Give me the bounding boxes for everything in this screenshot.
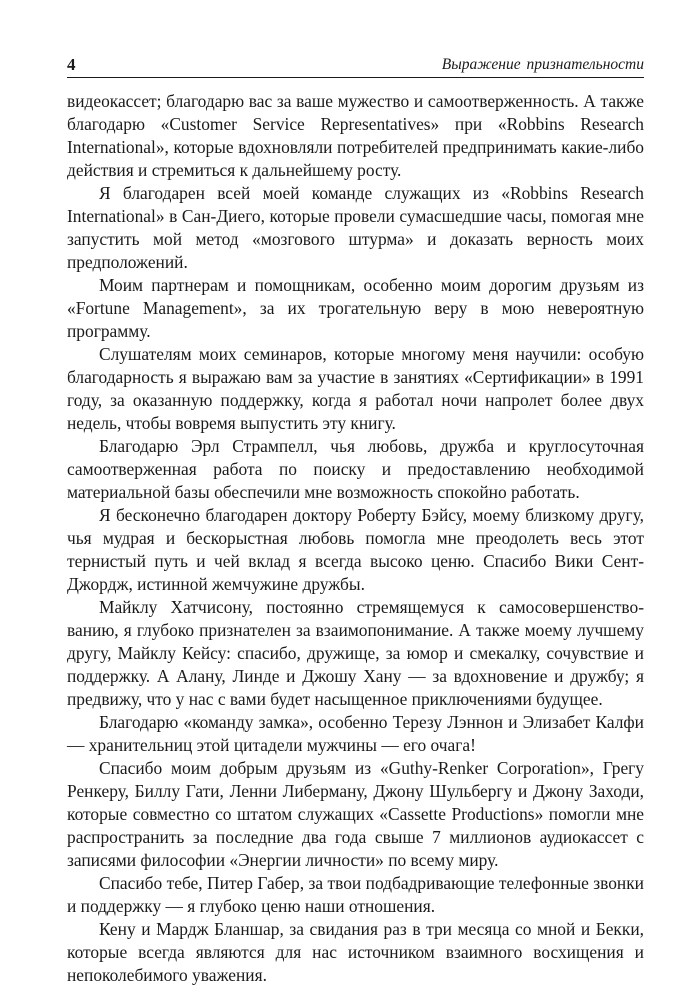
paragraph: Я благодарен всей моей команде служащих из «Robbins Research International» в Сан-Диего, которые провели сумасшедшие часы, помогая мне запустить мой метод «мозгового штурма» и доказать верность моих предположений.	[67, 183, 644, 272]
paragraph: Кену и Мардж Бланшар, за свидания раз в три месяца со мной и Бекки, которые всегда являются для нас источником взаимного восхищения и непоколебимого уважения.	[67, 919, 644, 985]
paragraph: видеокассет; благодарю вас за ваше мужество и самоотверженность. А также благодарю «Customer Service Representatives» при «Robbins Research International», которые вдохновляли потребителей предпринимать какие-либо действия и стремиться к дальнейшему росту.	[67, 91, 644, 180]
paragraph: Майклу Хатчисону, постоянно стремящемуся к самосовершенствованию, я глубоко признателен за взаимопонимание. А также моему лучшему другу, Майклу Кейсу: спасибо, дружище, за юмор и смекалку, сочувствие и поддержку. А Алану, Линде и Джошу Хану — за вдохновение и дружбу; я предвижу, что у нас с вами будет насыщенное приключениями будущее.	[67, 597, 644, 709]
paragraph: Моим партнерам и помощникам, особенно моим дорогим друзьям из «Fortune Management», за их трогательную веру в мою невероятную программу.	[67, 275, 644, 341]
paragraph: Спасибо тебе, Питер Габер, за твои подбадривающие телефонные звонки и поддержку — я глубоко ценю наши отношения.	[67, 873, 644, 916]
page-header	[67, 55, 644, 78]
page-number: 4	[67, 55, 76, 74]
paragraph: Спасибо моим добрым друзьям из «Guthy-Renker Corporation», Грегу Ренкеру, Биллу Гати, Ленни Либерману, Джону Шульбергу и Джону Заходи, которые совместно со штатом служащих «Cassette Productions» помогли мне распространить за последние два года свыше 7 миллионов аудиокассет с записями философии «Энергии личности» по всему миру.	[67, 758, 644, 870]
body-text	[67, 90, 644, 987]
running-title: Выражение признательности	[441, 56, 644, 73]
paragraph: Я бесконечно благодарен доктору Роберту Бэйсу, моему близкому другу, чья мудрая и бескорыстная любовь помогла мне преодолеть весь этот тернистый путь и чей вклад я всегда высоко ценю. Спасибо Вики Сент-Джордж, истинной жемчужине дружбы.	[67, 505, 644, 594]
book-page	[67, 55, 644, 987]
paragraph: Слушателям моих семинаров, которые многому меня научили: особую благодарность я выражаю вам за участие в занятиях «Сертификации» в 1991 году, за оказанную поддержку, когда я работал ночи напролет более двух недель, чтобы вовремя выпустить эту книгу.	[67, 344, 644, 433]
paragraph: Благодарю «команду замка», особенно Терезу Лэннон и Элизабет Калфи — хранительниц этой цитадели мужчины — его очага!	[67, 712, 644, 755]
paragraph: Благодарю Эрл Стрампелл, чья любовь, дружба и круглосуточная самоотверженная работа по поиску и предоставлению необходимой материальной базы обеспечили мне возможность спокойно работать.	[67, 436, 644, 502]
